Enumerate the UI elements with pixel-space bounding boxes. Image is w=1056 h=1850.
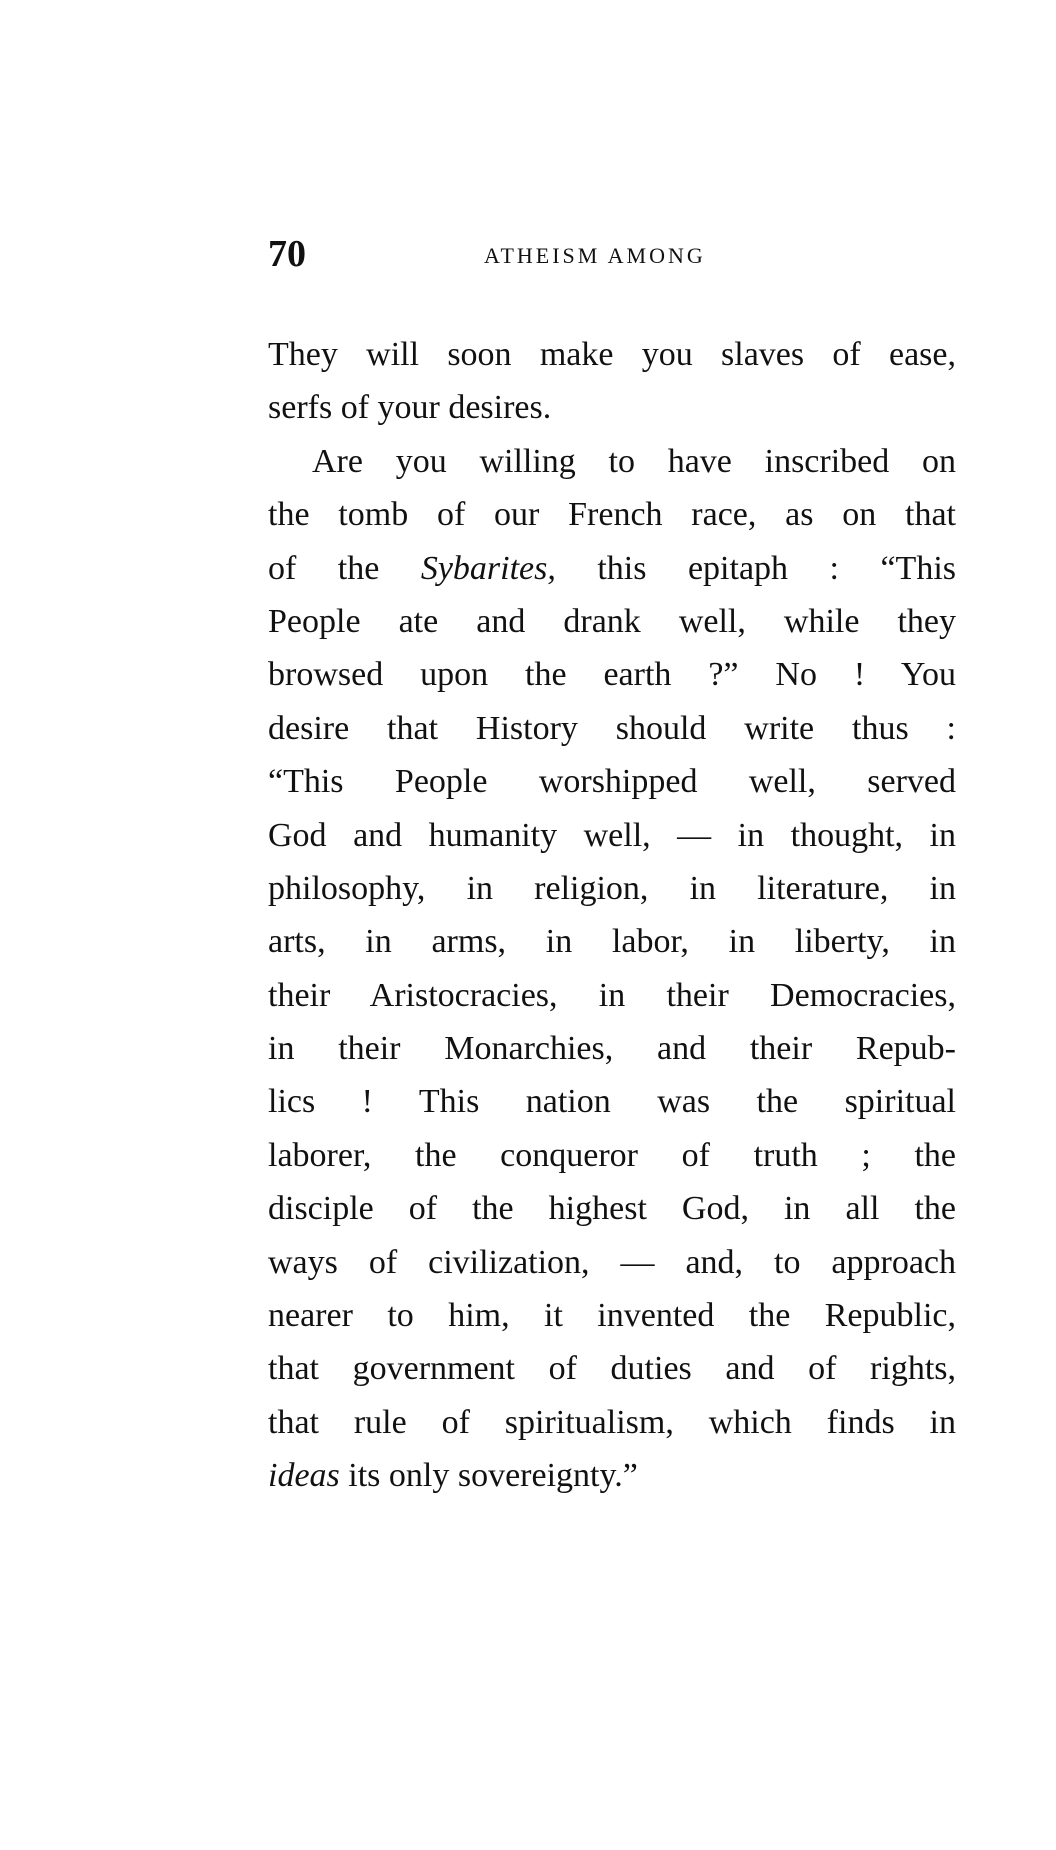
text-line-19: nearer to him, it invented the Republic, (268, 1297, 956, 1335)
text-line-7: browsed upon the earth ?” No ! You (268, 656, 956, 694)
italic-text: ideas (268, 1457, 340, 1495)
text-line-20: that government of duties and of rights, (268, 1350, 956, 1388)
running-head (268, 232, 956, 276)
page-number: 70 (268, 233, 306, 275)
text-line-1: They will soon make you slaves of ease, (268, 336, 956, 373)
text-line-5 (268, 542, 956, 595)
text-line-10: God and humanity well, — in thought, in (268, 816, 956, 854)
text-line-4: the tomb of our French race, as on that (268, 496, 956, 534)
text-line-22 (268, 1449, 956, 1502)
text-line-15: lics ! This nation was the spiritual (268, 1083, 956, 1121)
text-line-17: disciple of the highest God, in all the (268, 1190, 956, 1228)
text-line-14: in their Monarchies, and their Repub- (268, 1030, 956, 1068)
text-line-8: desire that History should write thus : (268, 709, 956, 747)
text-line-21: that rule of spiritualism, which finds in (268, 1403, 956, 1441)
text-line-3: Are you willing to have inscribed on (312, 442, 956, 480)
text-line-9: “This People worshipped well, served (268, 763, 956, 801)
text-line-6: People ate and drank well, while they (268, 602, 956, 640)
text-line-2: serfs of your desires. (268, 389, 552, 427)
text-span: this epitaph : “This (555, 549, 956, 587)
text-span: its only sovereignty.” (339, 1457, 638, 1495)
text-line-16: laborer, the conqueror of truth ; the (268, 1136, 956, 1174)
text-line-11: philosophy, in religion, in literature, in (268, 869, 956, 907)
body-text (268, 328, 956, 1503)
text-line-18: ways of civilization, — and, to approach (268, 1243, 956, 1281)
text-line-12: arts, in arms, in labor, in liberty, in (268, 923, 956, 961)
text-line-13: their Aristocracies, in their Democracies, (268, 976, 956, 1014)
text-span: of the (268, 549, 421, 587)
running-title: ATHEISM AMONG (484, 243, 706, 268)
italic-text: Sybarites, (420, 549, 556, 587)
